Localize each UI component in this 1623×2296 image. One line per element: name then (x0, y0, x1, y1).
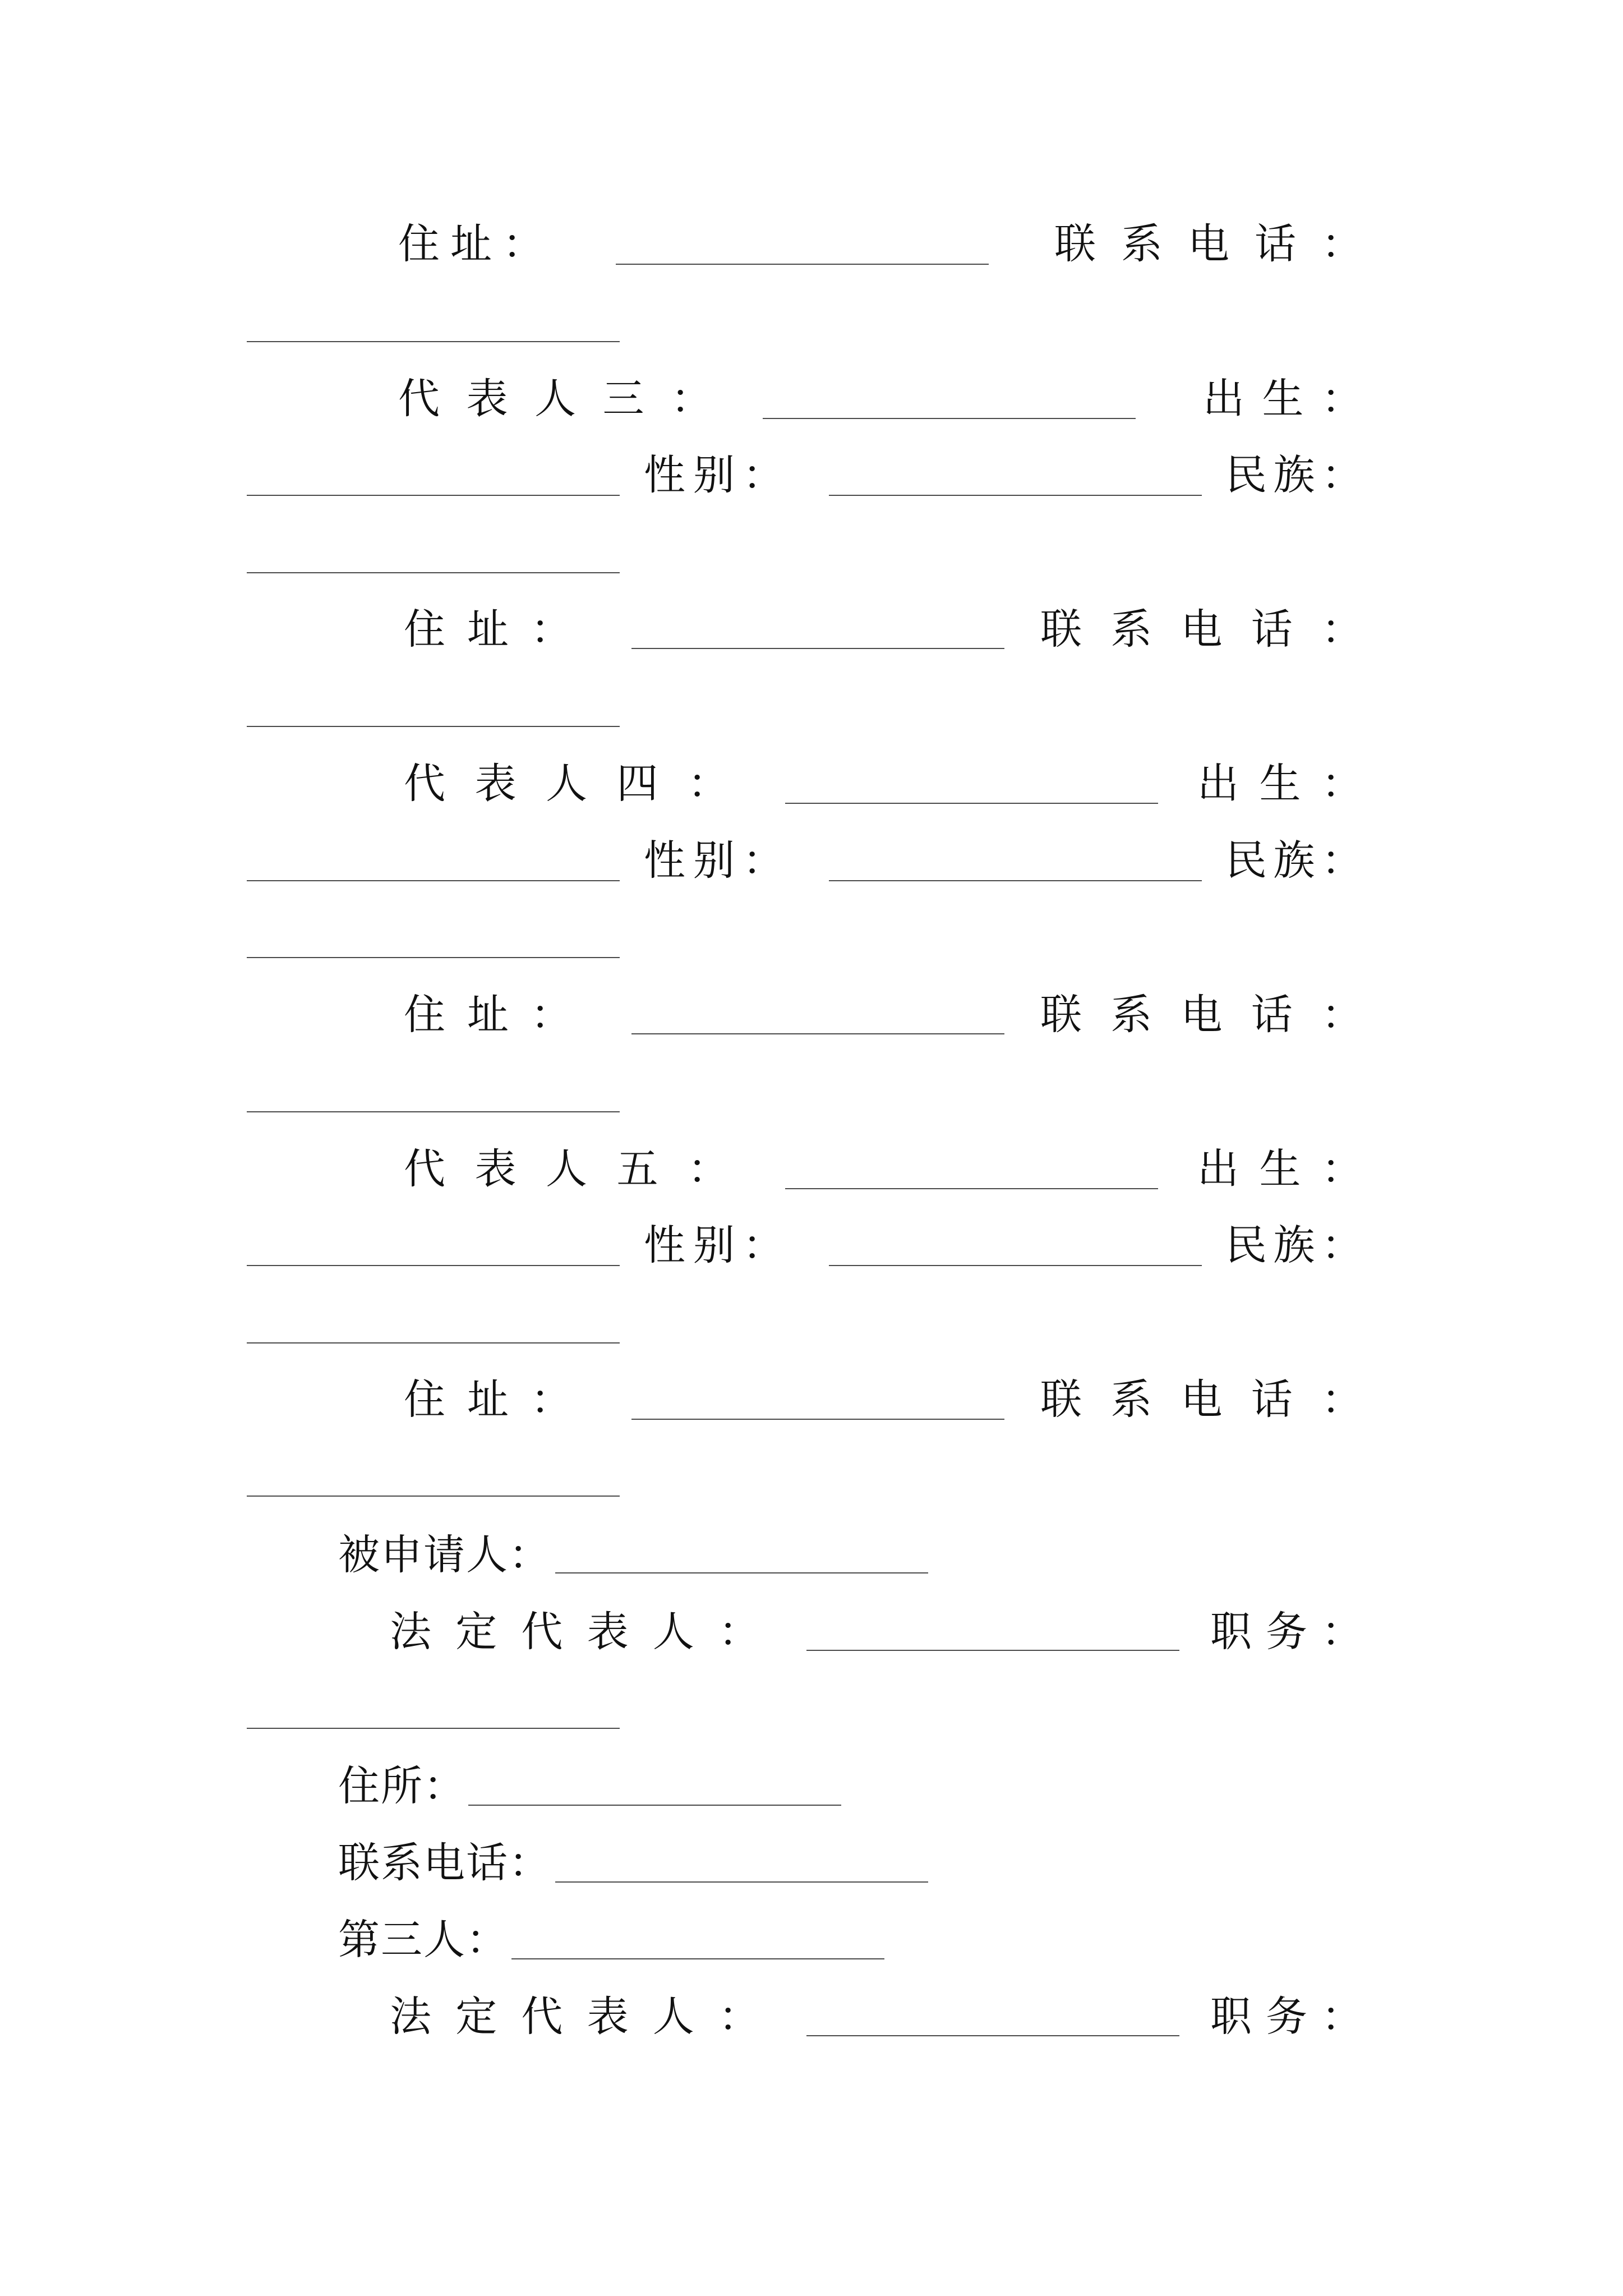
phone-blank[interactable] (247, 341, 620, 342)
representative-3-blank[interactable] (763, 418, 1136, 419)
birth-blank[interactable] (247, 495, 620, 496)
phone-blank[interactable] (247, 726, 620, 727)
address-blank[interactable] (631, 1419, 1004, 1420)
phone-blank[interactable] (247, 1111, 620, 1112)
phone-label: 联 系 电 话 ： (1054, 220, 1363, 268)
address-label: 住 址 ： (404, 1375, 572, 1424)
birth-label: 出 生 ： (1197, 1145, 1363, 1193)
address-label: 住 址 ： (404, 991, 572, 1039)
phone-label: 联 系 电 话 ： (1040, 1375, 1363, 1424)
address-blank[interactable] (631, 1033, 1004, 1034)
representative-4-label: 代 表 人 四 ： (404, 760, 729, 808)
position-label: 职 务 ： (1210, 1608, 1363, 1656)
address-blank[interactable] (616, 264, 989, 265)
ethnicity-label: 民 族 ： (1225, 836, 1363, 885)
birth-blank[interactable] (247, 880, 620, 881)
representative-4-blank[interactable] (785, 803, 1158, 804)
birth-label: 出 生 ： (1197, 760, 1363, 808)
contact-phone-label: 联系电话： (338, 1839, 551, 1887)
gender-blank[interactable] (829, 1265, 1202, 1266)
contact-phone-blank[interactable] (555, 1881, 928, 1883)
respondent-label: 被申请人： (338, 1531, 551, 1579)
respondent-blank[interactable] (555, 1572, 928, 1573)
gender-label: 性 别 ： (644, 1221, 784, 1269)
phone-label: 联 系 电 话 ： (1040, 991, 1363, 1039)
legal-representative-label: 法 定 代 表 人 ： (390, 1608, 760, 1656)
position-label: 职 务 ： (1210, 1993, 1363, 2041)
position-blank[interactable] (247, 1728, 620, 1729)
ethnicity-label: 民 族 ： (1225, 451, 1363, 499)
gender-label: 性 别 ： (644, 451, 784, 499)
legal-representative-blank[interactable] (806, 1650, 1179, 1651)
representative-3-label: 代 表 人 三 ： (398, 375, 712, 423)
phone-blank[interactable] (247, 1496, 620, 1497)
ethnicity-blank[interactable] (247, 1342, 620, 1343)
gender-blank[interactable] (829, 880, 1202, 881)
ethnicity-blank[interactable] (247, 572, 620, 573)
address-label: 住 址 ： (398, 220, 544, 268)
domicile-blank[interactable] (468, 1805, 841, 1806)
ethnicity-blank[interactable] (247, 957, 620, 958)
birth-blank[interactable] (247, 1265, 620, 1266)
phone-label: 联 系 电 话 ： (1040, 605, 1363, 654)
legal-representative-label: 法 定 代 表 人 ： (390, 1993, 760, 2041)
birth-label: 出 生 ： (1203, 375, 1363, 423)
address-blank[interactable] (631, 648, 1004, 649)
domicile-label: 住所： (338, 1762, 466, 1810)
representative-5-label: 代 表 人 五 ： (404, 1145, 729, 1193)
legal-representative-blank[interactable] (806, 2035, 1179, 2036)
third-party-label: 第三人： (338, 1916, 509, 1964)
representative-5-blank[interactable] (785, 1188, 1158, 1189)
third-party-blank[interactable] (511, 1958, 884, 1959)
gender-label: 性 别 ： (644, 836, 784, 885)
gender-blank[interactable] (829, 495, 1202, 496)
ethnicity-label: 民 族 ： (1225, 1221, 1363, 1269)
address-label: 住 址 ： (404, 605, 572, 654)
